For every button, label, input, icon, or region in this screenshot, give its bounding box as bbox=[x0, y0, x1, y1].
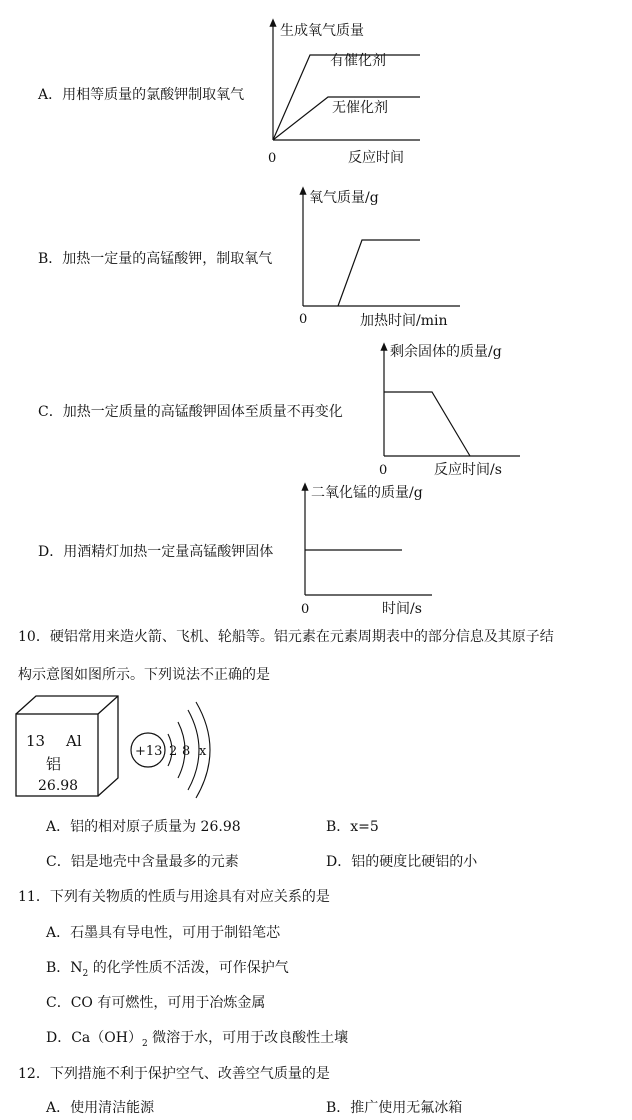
q10-option-d: D．铝的硬度比硬铝的小 bbox=[326, 854, 478, 870]
x-axis-label: 加热时间/min bbox=[360, 313, 448, 329]
origin-label: 0 bbox=[268, 151, 277, 166]
q11-option-d-text: 微溶于水，可用于改良酸性土壤 bbox=[147, 1030, 349, 1046]
q10-stem-line-1: 10．硬铝常用来造火箭、飞机、轮船等。铝元素在元素周期表中的部分信息及其原子结 bbox=[18, 629, 554, 645]
q11-option-b-text: 的化学性质不活泼，可作保护气 bbox=[88, 960, 289, 976]
remaining-solid-line bbox=[384, 392, 470, 456]
q11-option-d-subscript: 2 bbox=[141, 1038, 148, 1049]
q10-option-c: C．铝是地壳中含量最多的元素 bbox=[46, 854, 239, 870]
q10-option-a: A．铝的相对原子质量为 26.98 bbox=[46, 819, 241, 835]
q12-stem: 12．下列措施不利于保护空气、改善空气质量的是 bbox=[18, 1066, 330, 1082]
q9-option-a-label: A．用相等质量的氯酸钾制取氧气 bbox=[38, 87, 245, 103]
element-cell bbox=[14, 694, 124, 802]
nucleus-charge: +13 bbox=[135, 744, 163, 759]
y-axis-label: 生成氧气质量 bbox=[280, 23, 364, 39]
shell-3-electrons: x bbox=[199, 744, 207, 759]
q12-option-a: A．使用清洁能源 bbox=[46, 1100, 155, 1116]
series-label-without-catalyst: 无催化剂 bbox=[332, 100, 388, 116]
x-axis-label: 反应时间 bbox=[348, 150, 404, 166]
y-axis-label: 二氧化锰的质量/g bbox=[311, 485, 423, 501]
atom-structure-diagram bbox=[126, 700, 236, 800]
y-axis-label: 氧气质量/g bbox=[309, 190, 379, 206]
origin-label: 0 bbox=[299, 312, 308, 327]
q9-option-c-chart bbox=[370, 334, 570, 480]
x-axis-label: 反应时间/s bbox=[434, 462, 502, 478]
shell-2-electrons: 8 bbox=[182, 744, 191, 759]
q9-option-b-chart bbox=[290, 180, 480, 330]
oxygen-mass-line bbox=[338, 240, 420, 306]
q10-option-b: B．x=5 bbox=[326, 819, 379, 835]
q11-option-a: A．石墨具有导电性，可用于制铅笔芯 bbox=[46, 925, 281, 941]
q11-option-b-subscript: 2 bbox=[82, 968, 89, 979]
q9-option-b-label: B．加热一定量的高锰酸钾，制取氧气 bbox=[38, 251, 273, 267]
x-axis-label: 时间/s bbox=[382, 601, 422, 617]
q11-stem: 11．下列有关物质的性质与用途具有对应关系的是 bbox=[18, 889, 330, 905]
q11-option-d bbox=[46, 1027, 348, 1049]
q10-stem-line-2: 构示意图如图所示。下列说法不正确的是 bbox=[18, 667, 270, 683]
q11-option-d-prefix: D．Ca（OH） bbox=[46, 1030, 142, 1046]
atomic-mass: 26.98 bbox=[38, 778, 79, 794]
element-symbol: Al bbox=[66, 732, 82, 750]
y-axis-label: 剩余固体的质量/g bbox=[390, 344, 502, 360]
q11-option-c: C．CO 有可燃性，可用于冶炼金属 bbox=[46, 995, 266, 1011]
atomic-number: 13 bbox=[26, 732, 46, 750]
q9-option-d-label: D．用酒精灯加热一定量高锰酸钾固体 bbox=[38, 544, 274, 560]
q11-option-b-prefix: B．N bbox=[46, 960, 83, 976]
q12-option-b: B．推广使用无氟冰箱 bbox=[326, 1100, 463, 1116]
q9-option-a-chart bbox=[260, 10, 440, 168]
shell-1-electrons: 2 bbox=[169, 744, 178, 759]
q9-option-d-chart bbox=[292, 480, 492, 620]
series-label-with-catalyst: 有催化剂 bbox=[330, 53, 386, 69]
origin-label: 0 bbox=[301, 602, 310, 617]
q11-option-b bbox=[46, 957, 289, 979]
origin-label: 0 bbox=[379, 463, 388, 478]
q9-option-c-label: C．加热一定质量的高锰酸钾固体至质量不再变化 bbox=[38, 404, 343, 420]
element-name: 铝 bbox=[46, 755, 62, 773]
